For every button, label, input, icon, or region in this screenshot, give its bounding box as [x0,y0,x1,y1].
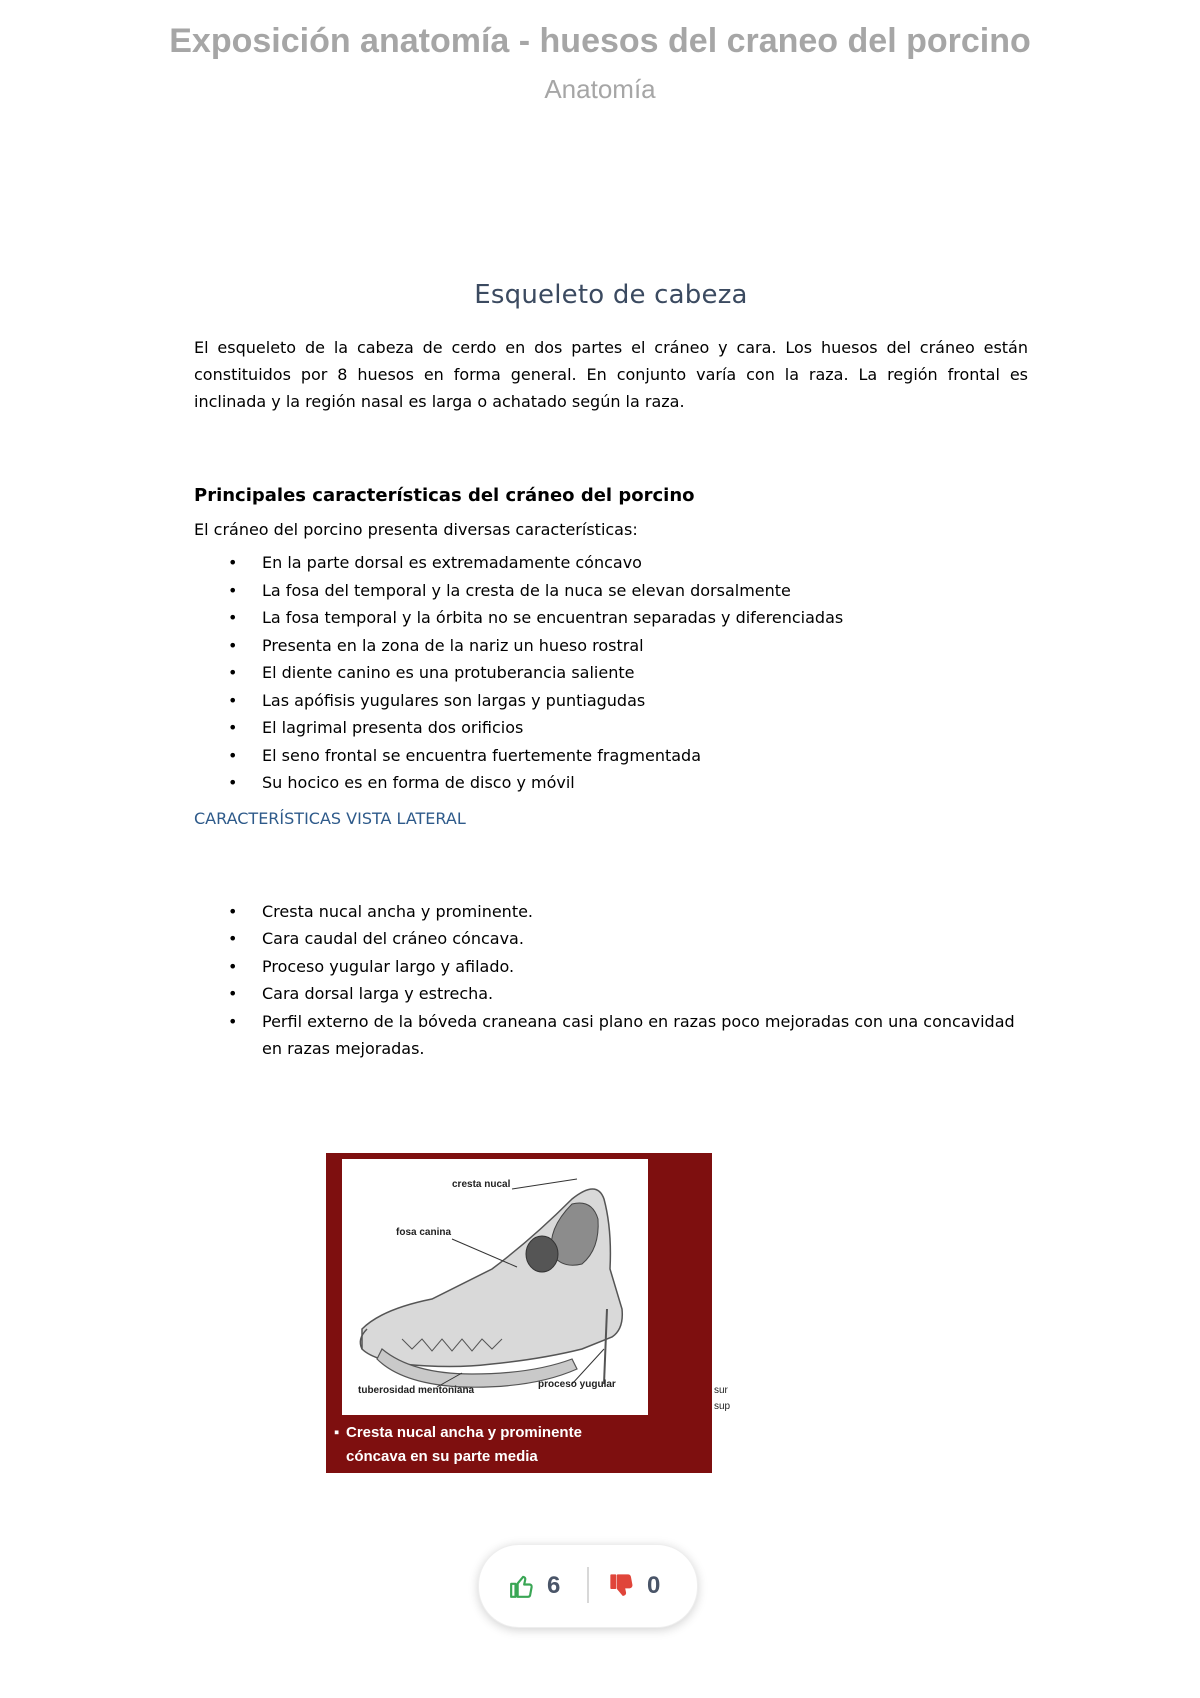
figure-right-edge [712,1153,732,1473]
section-heading-caracteristicas: Principales características del cráneo del porcino [194,485,695,506]
thumbs-up-icon [509,1573,535,1599]
figure-side-fragment: sur [714,1385,728,1396]
vote-widget [478,1544,698,1628]
section-paragraph: El esqueleto de la cabeza de cerdo en dos partes el cráneo y cara. Los huesos del cráneo están constituidos por 8 huesos en forma general. En conjunto varía con la raza. La región frontal es inclinada y la región nasal es larga o achatado según la raza. [194,338,1028,411]
lateral-view-list [194,898,1028,1063]
like-button[interactable] [509,1567,560,1605]
list-item: • La fosa temporal y la órbita no se encuentran separadas y diferenciadas [194,604,1028,632]
list-item: • El diente canino es una protuberancia saliente [194,659,1028,687]
figure-side-fragment: sup [714,1401,731,1412]
label-tuberosidad: tuberosidad mentoniana [358,1385,475,1396]
characteristics-list [194,549,1028,797]
caption-bullet: ▪ [334,1424,340,1441]
list-item: • Su hocico es en forma de disco y móvil [194,769,1028,797]
figure-caption [334,1421,674,1469]
list-item: • Proceso yugular largo y afilado. [194,953,1028,981]
list-item: • Presenta en la zona de la nariz un hueso rostral [194,632,1028,660]
figure-top-band [326,1143,732,1153]
label-cresta-nucal: cresta nucal [452,1179,511,1190]
section-intro: El cráneo del porcino presenta diversas características: [194,520,638,539]
list-item: • Cresta nucal ancha y prominente. [194,898,1028,926]
list-item: • Las apófisis yugulares son largas y puntiagudas [194,687,1028,715]
dislike-count: 0 [647,1572,661,1599]
section-heading-esqueleto: Esqueleto de cabeza [474,280,748,310]
caption-line: Cresta nucal ancha y prominente [346,1424,582,1441]
skull-illustration-panel [342,1159,648,1415]
list-item: • La fosa del temporal y la cresta de la nuca se elevan dorsalmente [194,577,1028,605]
list-item: • Cara dorsal larga y estrecha. [194,980,1028,1008]
label-proceso-yugular: proceso yugular [538,1379,616,1390]
dislike-button[interactable] [609,1567,660,1605]
list-item: • Perfil externo de la bóveda craneana casi plano en razas poco mejoradas con una concavidad en razas mejoradas. [194,1008,1028,1063]
caption-line: cóncava en su parte media [346,1448,538,1465]
document-page [194,280,1028,1063]
skull-figure [326,1143,732,1473]
document-title: Exposición anatomía - huesos del craneo del porcino [169,22,1031,60]
list-item: • El lagrimal presenta dos orificios [194,714,1028,742]
list-item: • En la parte dorsal es extremadamente cóncavo [194,549,1028,577]
thumbs-down-icon [609,1573,635,1599]
section-heading-vista-lateral: CARACTERÍSTICAS VISTA LATERAL [194,808,466,828]
list-item: • El seno frontal se encuentra fuertemente fragmentada [194,742,1028,770]
document-category[interactable]: Anatomía [544,74,656,104]
label-fosa-canina: fosa canina [396,1227,452,1238]
vote-divider [587,1567,589,1603]
pig-skull-illustration [342,1159,648,1415]
like-count: 6 [547,1572,561,1599]
list-item: • Cara caudal del cráneo cóncava. [194,925,1028,953]
